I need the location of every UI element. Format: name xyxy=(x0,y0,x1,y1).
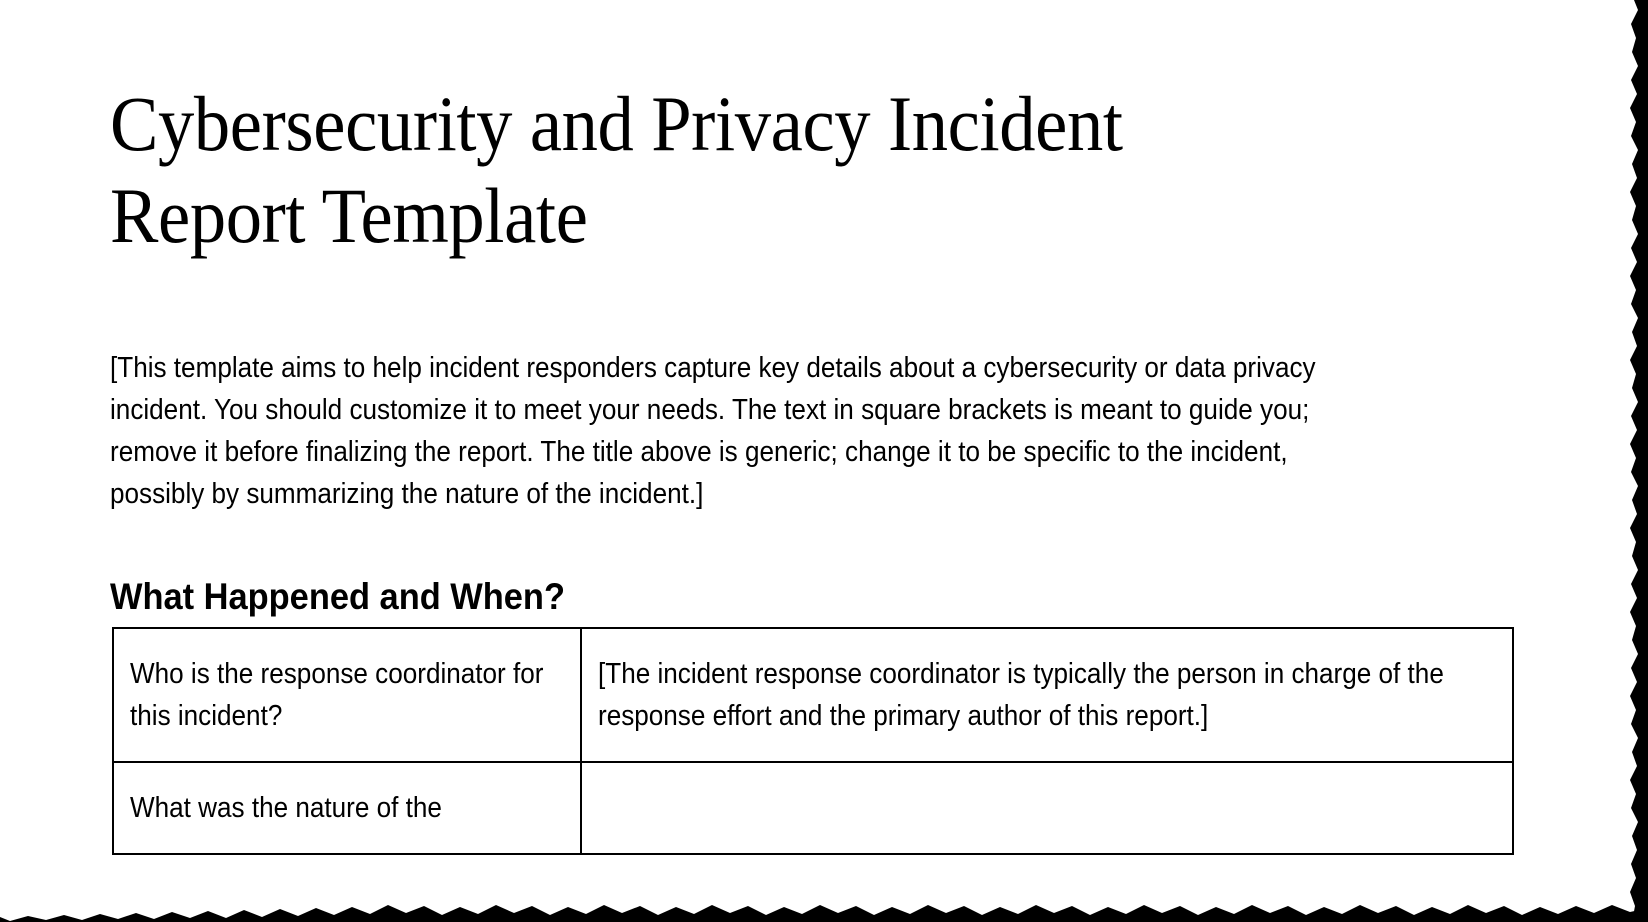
answer-text: [The incident response coordinator is typically the person in charge of the response effort and the primary author of this report.] xyxy=(598,658,1444,732)
section-heading-what-happened: What Happened and When? xyxy=(110,575,565,617)
table-cell-question xyxy=(113,762,581,854)
intro-paragraph: [This template aims to help incident responders capture key details about a cybersecurity or data privacy incident. You should customize it to meet your needs. The text in square brackets is meant to guide you; remove it before finalizing the report. The title above is generic; change it to be specific to the incident, possibly by summarizing the nature of the incident.] xyxy=(110,352,1316,510)
table-cell-answer[interactable] xyxy=(581,762,1513,854)
page-title-line-1: Cybersecurity and Privacy Incident xyxy=(110,80,1123,167)
table-row xyxy=(113,628,1513,762)
page-title-text xyxy=(110,78,1245,262)
question-text: What was the nature of the xyxy=(130,792,442,824)
table-row xyxy=(113,762,1513,854)
page-title-line-2: Report Template xyxy=(110,172,588,260)
table-cell-question xyxy=(113,628,581,762)
question-text: Who is the response coordinator for this incident? xyxy=(130,658,544,732)
table-cell-answer[interactable] xyxy=(581,628,1513,762)
incident-details-table xyxy=(112,627,1514,855)
